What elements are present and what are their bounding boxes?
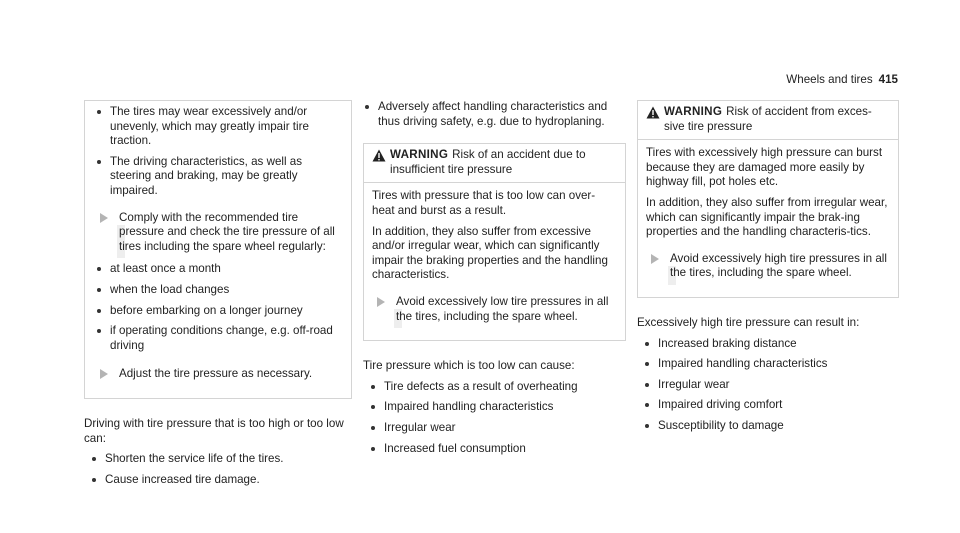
list-item: Irregular wear xyxy=(369,421,626,436)
instruction-step xyxy=(372,295,617,324)
warning-paragraph: In addition, they also suffer from irregular wear, which can significantly impair the brak-ing properties and the handling characteris-tics. xyxy=(646,195,888,239)
page-number: 415 xyxy=(878,73,898,86)
step-arrow-icon xyxy=(100,213,108,223)
intro-text: Tire pressure which is too low can cause: xyxy=(363,359,575,373)
warning-title: Risk of an accident due to insufficient tire pressure xyxy=(390,148,586,176)
list-item: Impaired handling characteristics xyxy=(369,400,626,415)
list-item: Cause increased tire damage. xyxy=(90,473,352,488)
check-list xyxy=(95,262,341,353)
step-text: Avoid excessively low tire pressures in all the tires, including the spare wheel. xyxy=(396,294,609,323)
warning-body xyxy=(638,140,898,297)
intro-text: Excessively high tire pressure can result in: xyxy=(637,315,860,329)
list-item: Impaired handling characteristics xyxy=(643,357,899,372)
column-1 xyxy=(84,100,352,493)
list-item: Susceptibility to damage xyxy=(643,419,899,434)
consequence-list xyxy=(95,105,341,199)
warning-triangle-icon xyxy=(372,149,390,177)
instruction-step xyxy=(646,252,890,281)
list-item: Increased braking distance xyxy=(643,337,899,352)
list-item: Shorten the service life of the tires. xyxy=(90,452,352,467)
high-effects-list xyxy=(643,337,899,434)
high-pressure-section xyxy=(637,316,899,434)
list-item: if operating conditions change, e.g. off-road driving xyxy=(95,324,341,353)
warning-paragraph: Tires with pressure that is too low can over-heat and burst as a result. xyxy=(372,189,596,217)
list-item: The driving characteristics, as well as steering and braking, may be greatly impaired. xyxy=(95,155,341,199)
warning-header xyxy=(638,101,898,140)
warning-box xyxy=(363,143,626,341)
step-arrow-icon xyxy=(377,297,385,307)
low-effects-list xyxy=(369,380,626,456)
list-item: before embarking on a longer journey xyxy=(95,304,341,319)
warning-paragraph: In addition, they also suffer from excessive and/or irregular wear, which can significantly impair the braking properties and the handling characteristics. xyxy=(372,224,608,282)
instruction-step xyxy=(95,211,341,255)
step-text: Comply with the recommended tire pressure and check the tire pressure of all tires including the spare wheel regularly: xyxy=(119,210,335,253)
column-2 xyxy=(363,100,626,462)
page-header xyxy=(786,73,898,88)
list-item: Impaired driving comfort xyxy=(643,398,899,413)
warning-label: WARNING xyxy=(390,148,449,162)
list-item: Adversely affect handling characteristics and thus driving safety, e.g. due to hydroplaning. xyxy=(363,100,626,129)
column-3 xyxy=(637,100,899,440)
step-text: Avoid excessively high tire pressures in all the tires, including the spare wheel. xyxy=(670,251,887,280)
effects-list xyxy=(90,452,352,487)
warning-box xyxy=(637,100,899,298)
low-pressure-section xyxy=(363,359,626,456)
warning-paragraph: Tires with excessively high pressure can burst because they are damaged more easily by highway fill, pot holes etc. xyxy=(646,146,883,189)
high-low-section xyxy=(84,417,352,487)
warning-title: Risk of accident from exces-sive tire pressure xyxy=(664,105,872,133)
list-item: Tire defects as a result of overheating xyxy=(369,380,626,395)
list-item: Increased fuel consumption xyxy=(369,442,626,457)
list-item: at least once a month xyxy=(95,262,341,277)
intro-text: Driving with tire pressure that is too high or too low can: xyxy=(84,416,344,445)
step-arrow-icon xyxy=(100,369,108,379)
warning-triangle-icon xyxy=(646,106,664,134)
warning-header xyxy=(364,144,625,183)
tire-pressure-box xyxy=(84,100,352,399)
instruction-step xyxy=(95,367,341,382)
list-item: when the load changes xyxy=(95,283,341,298)
step-arrow-icon xyxy=(651,254,659,264)
warning-body xyxy=(364,183,625,340)
step-text: Adjust the tire pressure as necessary. xyxy=(119,367,313,381)
warning-label: WARNING xyxy=(664,105,723,118)
list-item: Irregular wear xyxy=(643,378,899,393)
effects-list-continued xyxy=(363,100,626,129)
section-title: Wheels and tires xyxy=(786,73,873,86)
list-item: The tires may wear excessively and/or unevenly, which may greatly impair tire traction. xyxy=(95,105,341,149)
